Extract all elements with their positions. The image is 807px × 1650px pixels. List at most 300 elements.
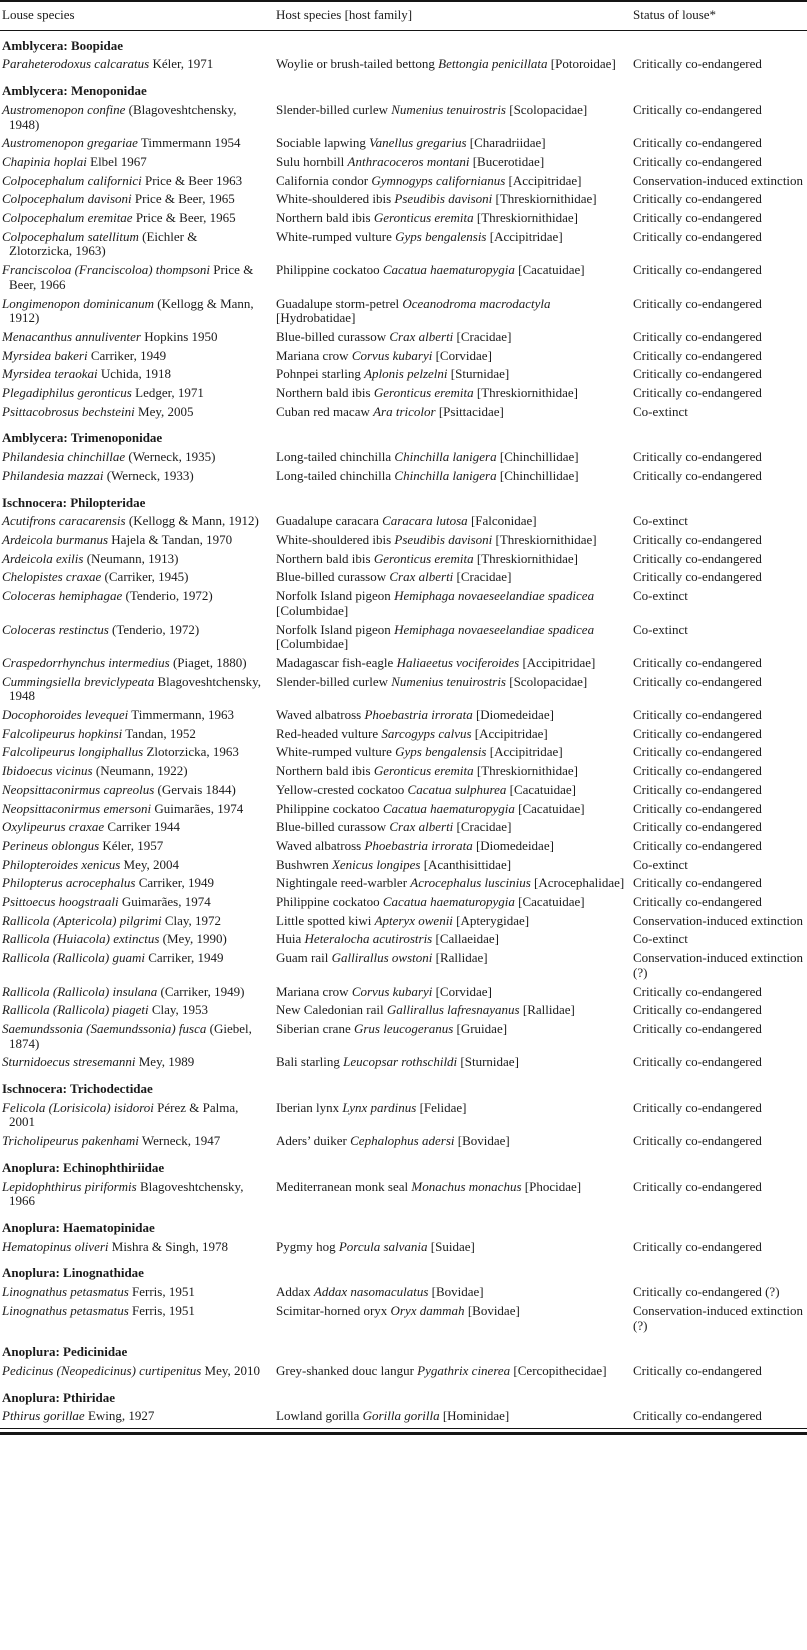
host-species-cell xyxy=(276,745,633,764)
host-common-name: Norfolk Island pigeon xyxy=(276,621,391,637)
section-header-row xyxy=(0,1383,807,1410)
status-cell xyxy=(633,839,807,858)
host-scientific-name: Caracara lutosa xyxy=(382,513,468,529)
species-row xyxy=(0,876,807,895)
louse-scientific-name: Tricholipeurus pakenhami xyxy=(2,1133,139,1149)
host-common-name: White-rumped vulture xyxy=(276,744,392,760)
host-scientific-name: Apteryx owenii xyxy=(374,912,453,928)
host-family: [Cracidae] xyxy=(456,328,512,344)
host-species-cell xyxy=(276,263,633,296)
louse-scientific-name: Rallicola (Huiacola) extinctus xyxy=(2,931,160,947)
host-common-name: Sulu hornbill xyxy=(276,153,345,169)
species-row xyxy=(0,839,807,858)
status-label: Critically co-endangered xyxy=(633,1133,762,1149)
louse-authority: Kéler, 1971 xyxy=(152,56,214,72)
host-scientific-name: Geronticus eremita xyxy=(373,385,474,401)
species-row xyxy=(0,211,807,230)
section-header-row xyxy=(0,1337,807,1364)
host-common-name: Little spotted kiwi xyxy=(276,912,372,928)
louse-scientific-name: Neopsittaconirmus emersoni xyxy=(2,800,152,816)
status-label: Co-extinct xyxy=(633,931,688,947)
louse-authority: Timmermann 1954 xyxy=(140,135,241,151)
host-species-cell xyxy=(276,914,633,933)
status-label: Critically co-endangered xyxy=(633,347,762,363)
status-cell xyxy=(633,727,807,746)
louse-authority: Carriker 1944 xyxy=(107,819,180,835)
louse-species-cell xyxy=(0,1240,276,1259)
host-species-cell xyxy=(276,297,633,330)
status-label: Critically co-endangered xyxy=(633,1178,762,1194)
section-header: Amblycera: Trimenoponidae xyxy=(2,430,163,446)
louse-authority: Mishra & Singh, 1978 xyxy=(111,1238,229,1254)
host-common-name: Waved albatross xyxy=(276,707,362,723)
status-cell xyxy=(633,192,807,211)
status-cell xyxy=(633,1003,807,1022)
host-family: [Scolopacidae] xyxy=(509,673,588,689)
host-common-name: Mariana crow xyxy=(276,347,349,363)
species-row xyxy=(0,552,807,571)
louse-species-cell xyxy=(0,820,276,839)
section-header-row xyxy=(0,1213,807,1240)
host-scientific-name: Gorilla gorilla xyxy=(362,1408,440,1424)
louse-species-cell xyxy=(0,1003,276,1022)
louse-authority: (Piaget, 1880) xyxy=(172,654,247,670)
host-family: [Bovidae] xyxy=(457,1133,510,1149)
louse-species-cell xyxy=(0,514,276,533)
louse-species-cell xyxy=(0,1304,276,1337)
host-common-name: Guadalupe storm-petrel xyxy=(276,295,400,311)
status-label: Conservation-induced extinction (?) xyxy=(633,950,804,980)
host-family: [Accipitridae] xyxy=(489,228,563,244)
louse-scientific-name: Myrsidea teraokai xyxy=(2,366,98,382)
status-cell xyxy=(633,155,807,174)
host-species-cell xyxy=(276,727,633,746)
host-family: [Threskiornithidae] xyxy=(495,191,597,207)
host-family: [Columbidae] xyxy=(276,602,349,618)
host-family: [Chinchillidae] xyxy=(499,449,579,465)
status-cell xyxy=(633,802,807,821)
host-species-cell xyxy=(276,802,633,821)
host-species-cell xyxy=(276,386,633,405)
host-common-name: Norfolk Island pigeon xyxy=(276,588,391,604)
host-species-cell xyxy=(276,514,633,533)
host-family: [Felidae] xyxy=(419,1099,467,1115)
host-family: [Cacatuidae] xyxy=(518,800,585,816)
species-row xyxy=(0,858,807,877)
host-species-cell xyxy=(276,1134,633,1153)
status-cell xyxy=(633,450,807,469)
host-family: [Bucerotidae] xyxy=(472,153,545,169)
host-scientific-name: Bettongia penicillata xyxy=(438,56,548,72)
status-label: Critically co-endangered xyxy=(633,550,762,566)
host-family: [Threskiornithidae] xyxy=(476,763,578,779)
louse-species-cell xyxy=(0,155,276,174)
host-species-cell xyxy=(276,1003,633,1022)
section-header: Amblycera: Menoponidae xyxy=(2,83,147,99)
status-label: Critically co-endangered xyxy=(633,763,762,779)
status-cell xyxy=(633,764,807,783)
species-row xyxy=(0,297,807,330)
status-cell xyxy=(633,570,807,589)
louse-scientific-name: Falcolipeurus longiphallus xyxy=(2,744,144,760)
host-common-name: Sociable lapwing xyxy=(276,135,366,151)
louse-authority: Kéler, 1957 xyxy=(102,837,164,853)
host-scientific-name: Gallirallus owstoni xyxy=(331,950,433,966)
louse-authority: Guimarães, 1974 xyxy=(121,894,211,910)
louse-species-cell xyxy=(0,876,276,895)
host-species-cell xyxy=(276,405,633,424)
louse-species-cell xyxy=(0,263,276,296)
louse-species-cell xyxy=(0,1055,276,1074)
host-family: [Corvidae] xyxy=(435,983,492,999)
status-cell xyxy=(633,330,807,349)
host-scientific-name: Chinchilla lanigera xyxy=(394,449,497,465)
host-species-cell xyxy=(276,985,633,1004)
louse-authority: Clay, 1953 xyxy=(151,1002,209,1018)
louse-scientific-name: Acutifrons caracarensis xyxy=(2,513,126,529)
host-common-name: White-shouldered ibis xyxy=(276,191,392,207)
section-header-row xyxy=(0,76,807,103)
status-label: Critically co-endangered xyxy=(633,744,762,760)
louse-species-cell xyxy=(0,469,276,488)
status-cell xyxy=(633,1180,807,1213)
section-header-row xyxy=(0,488,807,515)
section-header: Anoplura: Pthiridae xyxy=(2,1389,116,1405)
host-common-name: Mediterranean monk seal xyxy=(276,1178,409,1194)
status-cell xyxy=(633,367,807,386)
louse-species-cell xyxy=(0,1101,276,1134)
host-scientific-name: Chinchilla lanigera xyxy=(394,467,497,483)
host-common-name: Bali starling xyxy=(276,1054,340,1070)
louse-species-cell xyxy=(0,386,276,405)
host-common-name: Waved albatross xyxy=(276,837,362,853)
status-label: Critically co-endangered xyxy=(633,673,762,689)
louse-scientific-name: Philandesia chinchillae xyxy=(2,449,126,465)
section-header-row xyxy=(0,30,807,57)
louse-authority: Price & Beer, 1965 xyxy=(135,210,236,226)
louse-species-cell xyxy=(0,914,276,933)
status-cell xyxy=(633,1409,807,1428)
status-cell xyxy=(633,386,807,405)
louse-authority: (Kellogg & Mann, 1912) xyxy=(128,513,259,529)
louse-scientific-name: Pthirus gorillae xyxy=(2,1408,85,1424)
section-header: Ischnocera: Trichodectidae xyxy=(2,1081,153,1097)
section-header-row xyxy=(0,1258,807,1285)
status-label: Critically co-endangered xyxy=(633,191,762,207)
louse-authority: (Eichler & Zlotorzicka, 1963) xyxy=(9,228,198,259)
host-common-name: Northern bald ibis xyxy=(276,763,371,779)
louse-authority: Ferris, 1951 xyxy=(132,1302,195,1318)
status-cell xyxy=(633,349,807,368)
host-scientific-name: Corvus kubaryi xyxy=(351,983,433,999)
species-row xyxy=(0,57,807,76)
host-species-cell xyxy=(276,330,633,349)
louse-scientific-name: Plegadiphilus geronticus xyxy=(2,385,132,401)
host-common-name: Northern bald ibis xyxy=(276,550,371,566)
host-scientific-name: Numenius tenuirostris xyxy=(391,101,506,117)
louse-scientific-name: Coloceras hemiphagae xyxy=(2,588,123,604)
host-common-name: Nightingale reed-warbler xyxy=(276,875,408,891)
host-species-cell xyxy=(276,211,633,230)
column-header-status: Status of louse* xyxy=(633,1,807,30)
host-species-cell xyxy=(276,469,633,488)
host-common-name: Yellow-crested cockatoo xyxy=(276,781,405,797)
louse-scientific-name: Ardeicola burmanus xyxy=(2,531,109,547)
louse-scientific-name: Rallicola (Rallicola) insulana xyxy=(2,983,158,999)
host-family: [Accipitridae] xyxy=(474,725,548,741)
louse-authority: Tandan, 1952 xyxy=(125,725,196,741)
host-scientific-name: Cacatua haematuropygia xyxy=(382,262,515,278)
host-common-name: Pygmy hog xyxy=(276,1238,336,1254)
species-row xyxy=(0,367,807,386)
louse-species-cell xyxy=(0,802,276,821)
louse-species-cell xyxy=(0,297,276,330)
louse-species-cell xyxy=(0,211,276,230)
status-cell xyxy=(633,1240,807,1259)
host-common-name: Slender-billed curlew xyxy=(276,673,389,689)
host-family: [Suidae] xyxy=(430,1238,475,1254)
host-species-cell xyxy=(276,174,633,193)
louse-species-cell xyxy=(0,1285,276,1304)
status-label: Co-extinct xyxy=(633,588,688,604)
column-header-louse-species: Louse species xyxy=(0,1,276,30)
host-common-name: Scimitar-horned oryx xyxy=(276,1302,388,1318)
louse-authority: (Werneck, 1935) xyxy=(128,449,216,465)
host-family: [Scolopacidae] xyxy=(509,101,588,117)
status-label: Critically co-endangered xyxy=(633,894,762,910)
host-family: [Callaeidae] xyxy=(435,931,499,947)
status-cell xyxy=(633,858,807,877)
louse-species-cell xyxy=(0,895,276,914)
status-cell xyxy=(633,820,807,839)
host-species-cell xyxy=(276,708,633,727)
louse-species-cell xyxy=(0,174,276,193)
host-scientific-name: Gyps bengalensis xyxy=(395,228,487,244)
host-family: [Charadriidae] xyxy=(469,135,546,151)
section-header: Anoplura: Haematopinidae xyxy=(2,1220,155,1235)
status-cell xyxy=(633,263,807,296)
louse-species-cell xyxy=(0,708,276,727)
host-species-cell xyxy=(276,1304,633,1337)
host-scientific-name: Cacatua haematuropygia xyxy=(382,800,515,816)
host-family: [Bovidae] xyxy=(467,1302,520,1318)
louse-species-cell xyxy=(0,932,276,951)
status-label: Co-extinct xyxy=(633,856,688,872)
host-common-name: Addax xyxy=(276,1284,311,1300)
host-common-name: Iberian lynx xyxy=(276,1099,340,1115)
status-cell xyxy=(633,1101,807,1134)
louse-scientific-name: Hematopinus oliveri xyxy=(2,1238,109,1254)
host-scientific-name: Hemiphaga novaeseelandiae spadicea xyxy=(394,621,595,637)
louse-species-cell xyxy=(0,589,276,622)
status-cell xyxy=(633,469,807,488)
host-species-cell xyxy=(276,764,633,783)
louse-species-cell xyxy=(0,783,276,802)
louse-scientific-name: Colpocephalum davisoni xyxy=(2,191,132,207)
host-common-name: Mariana crow xyxy=(276,983,349,999)
louse-scientific-name: Pedicinus (Neopedicinus) curtipenitus xyxy=(2,1362,202,1378)
host-scientific-name: Leucopsar rothschildi xyxy=(343,1054,458,1070)
louse-authority: (Carriker, 1949) xyxy=(160,983,245,999)
status-label: Co-extinct xyxy=(633,513,688,529)
host-species-cell xyxy=(276,1240,633,1259)
table-header-row xyxy=(0,1,807,30)
host-scientific-name: Haliaeetus vociferoides xyxy=(396,654,520,670)
host-species-cell xyxy=(276,1285,633,1304)
louse-authority: (Mey, 1990) xyxy=(162,931,227,947)
louse-authority: Uchida, 1918 xyxy=(100,366,171,382)
status-label: Conservation-induced extinction xyxy=(633,172,804,188)
host-family: [Threskiornithidae] xyxy=(476,210,578,226)
host-scientific-name: Pseudibis davisoni xyxy=(394,191,493,207)
host-scientific-name: Heteralocha acutirostris xyxy=(304,931,433,947)
louse-species-cell xyxy=(0,450,276,469)
host-scientific-name: Crax alberti xyxy=(389,328,454,344)
louse-scientific-name: Falcolipeurus hopkinsi xyxy=(2,725,123,741)
louse-species-cell xyxy=(0,57,276,76)
louse-scientific-name: Cummingsiella breviclypeata xyxy=(2,673,155,689)
species-row xyxy=(0,675,807,708)
host-common-name: Philippine cockatoo xyxy=(276,262,380,278)
louse-scientific-name: Rallicola (Rallicola) piageti xyxy=(2,1002,149,1018)
status-label: Critically co-endangered xyxy=(633,295,762,311)
louse-scientific-name: Longimenopon dominicanum xyxy=(2,295,155,311)
status-label: Conservation-induced extinction (?) xyxy=(633,1302,804,1333)
host-common-name: Slender-billed curlew xyxy=(276,101,389,117)
host-common-name: New Caledonian rail xyxy=(276,1002,384,1018)
louse-species-cell xyxy=(0,727,276,746)
host-scientific-name: Anthracoceros montani xyxy=(347,153,470,169)
louse-species-cell xyxy=(0,1409,276,1428)
louse-scientific-name: Philandesia mazzai xyxy=(2,467,104,483)
status-cell xyxy=(633,405,807,424)
louse-scientific-name: Myrsidea bakeri xyxy=(2,347,88,363)
species-row xyxy=(0,1022,807,1055)
host-family: [Gruidae] xyxy=(456,1020,508,1036)
host-species-cell xyxy=(276,349,633,368)
louse-scientific-name: Rallicola (Rallicola) guami xyxy=(2,950,145,966)
species-row xyxy=(0,405,807,424)
louse-scientific-name: Chelopistes craxae xyxy=(2,569,102,585)
louse-species-cell xyxy=(0,349,276,368)
louse-authority: Timmermann, 1963 xyxy=(131,707,235,723)
status-label: Critically co-endangered xyxy=(633,56,762,72)
louse-authority: Mey, 2005 xyxy=(138,403,194,419)
section-header: Ischnocera: Philopteridae xyxy=(2,494,146,510)
host-family: [Rallidae] xyxy=(435,950,488,966)
host-scientific-name: Lynx pardinus xyxy=(342,1099,417,1115)
species-row xyxy=(0,727,807,746)
host-family: [Acrocephalidae] xyxy=(534,875,625,891)
species-row xyxy=(0,802,807,821)
host-common-name: Northern bald ibis xyxy=(276,385,371,401)
status-label: Critically co-endangered (?) xyxy=(633,1284,780,1300)
status-label: Critically co-endangered xyxy=(633,1054,762,1070)
host-family: [Cacatuidae] xyxy=(518,262,585,278)
louse-species-cell xyxy=(0,405,276,424)
louse-authority: Elbel 1967 xyxy=(90,153,147,169)
host-species-cell xyxy=(276,552,633,571)
status-label: Critically co-endangered xyxy=(633,800,762,816)
section-header: Anoplura: Echinophthiriidae xyxy=(2,1159,165,1175)
species-row xyxy=(0,514,807,533)
louse-species-cell xyxy=(0,951,276,984)
status-label: Critically co-endangered xyxy=(633,228,762,244)
status-label: Critically co-endangered xyxy=(633,1002,762,1018)
host-family: [Hominidae] xyxy=(442,1408,510,1424)
louse-scientific-name: Franciscoloa (Franciscoloa) thompsoni xyxy=(2,262,210,278)
section-header: Anoplura: Pedicinidae xyxy=(2,1344,128,1360)
species-row xyxy=(0,623,807,656)
host-scientific-name: Numenius tenuirostris xyxy=(391,673,506,689)
louse-authority: Price & Beer 1963 xyxy=(144,172,243,188)
host-scientific-name: Cacatua haematuropygia xyxy=(382,894,515,910)
louse-authority: Pérez & Palma, 2001 xyxy=(9,1099,239,1130)
species-row xyxy=(0,1304,807,1337)
louse-authority: (Kellogg & Mann, 1912) xyxy=(9,295,254,326)
status-label: Critically co-endangered xyxy=(633,449,762,465)
host-common-name: Huia xyxy=(276,931,302,947)
host-family: [Hydrobatidae] xyxy=(276,310,356,326)
louse-scientific-name: Colpocephalum eremitae xyxy=(2,210,133,226)
status-cell xyxy=(633,708,807,727)
status-cell xyxy=(633,230,807,263)
host-family: [Diomedeidae] xyxy=(475,707,554,723)
louse-scientific-name: Austromenopon gregariae xyxy=(2,135,138,151)
host-family: [Rallidae] xyxy=(522,1002,575,1018)
status-cell xyxy=(633,103,807,136)
host-species-cell xyxy=(276,1055,633,1074)
louse-authority: Mey, 1989 xyxy=(138,1054,195,1070)
host-species-cell xyxy=(276,858,633,877)
section-header: Anoplura: Linognathidae xyxy=(2,1265,144,1281)
host-scientific-name: Acrocephalus luscinius xyxy=(410,875,531,891)
louse-scientific-name: Felicola (Lorisicola) isidoroi xyxy=(2,1099,154,1115)
status-label: Critically co-endangered xyxy=(633,366,762,382)
louse-scientific-name: Psittacobrosus bechsteini xyxy=(2,403,135,419)
host-species-cell xyxy=(276,656,633,675)
host-family: [Psittacidae] xyxy=(438,403,504,419)
host-common-name: Long-tailed chinchilla xyxy=(276,449,392,465)
species-row xyxy=(0,783,807,802)
status-label: Critically co-endangered xyxy=(633,707,762,723)
host-common-name: Siberian crane xyxy=(276,1020,351,1036)
species-row xyxy=(0,895,807,914)
host-scientific-name: Grus leucogeranus xyxy=(353,1020,454,1036)
host-species-cell xyxy=(276,820,633,839)
louse-scientific-name: Oxylipeurus craxae xyxy=(2,819,105,835)
host-scientific-name: Porcula salvania xyxy=(338,1238,428,1254)
host-species-cell xyxy=(276,367,633,386)
species-row xyxy=(0,136,807,155)
louse-authority: Price & Beer, 1966 xyxy=(9,262,254,292)
host-family: [Phocidae] xyxy=(524,1178,582,1194)
louse-species-cell xyxy=(0,675,276,708)
host-scientific-name: Gallirallus lafresnayanus xyxy=(386,1002,520,1018)
host-common-name: Madagascar fish-eagle xyxy=(276,654,394,670)
status-label: Co-extinct xyxy=(633,403,688,419)
status-cell xyxy=(633,1022,807,1055)
louse-authority: Zlotorzicka, 1963 xyxy=(146,744,239,760)
host-scientific-name: Pseudibis davisoni xyxy=(394,531,493,547)
louse-species-cell xyxy=(0,858,276,877)
host-species-cell xyxy=(276,932,633,951)
species-row xyxy=(0,450,807,469)
host-scientific-name: Crax alberti xyxy=(389,819,454,835)
host-family: [Sturnidae] xyxy=(460,1054,519,1070)
louse-scientific-name: Craspedorrhynchus intermedius xyxy=(2,654,170,670)
species-row xyxy=(0,103,807,136)
